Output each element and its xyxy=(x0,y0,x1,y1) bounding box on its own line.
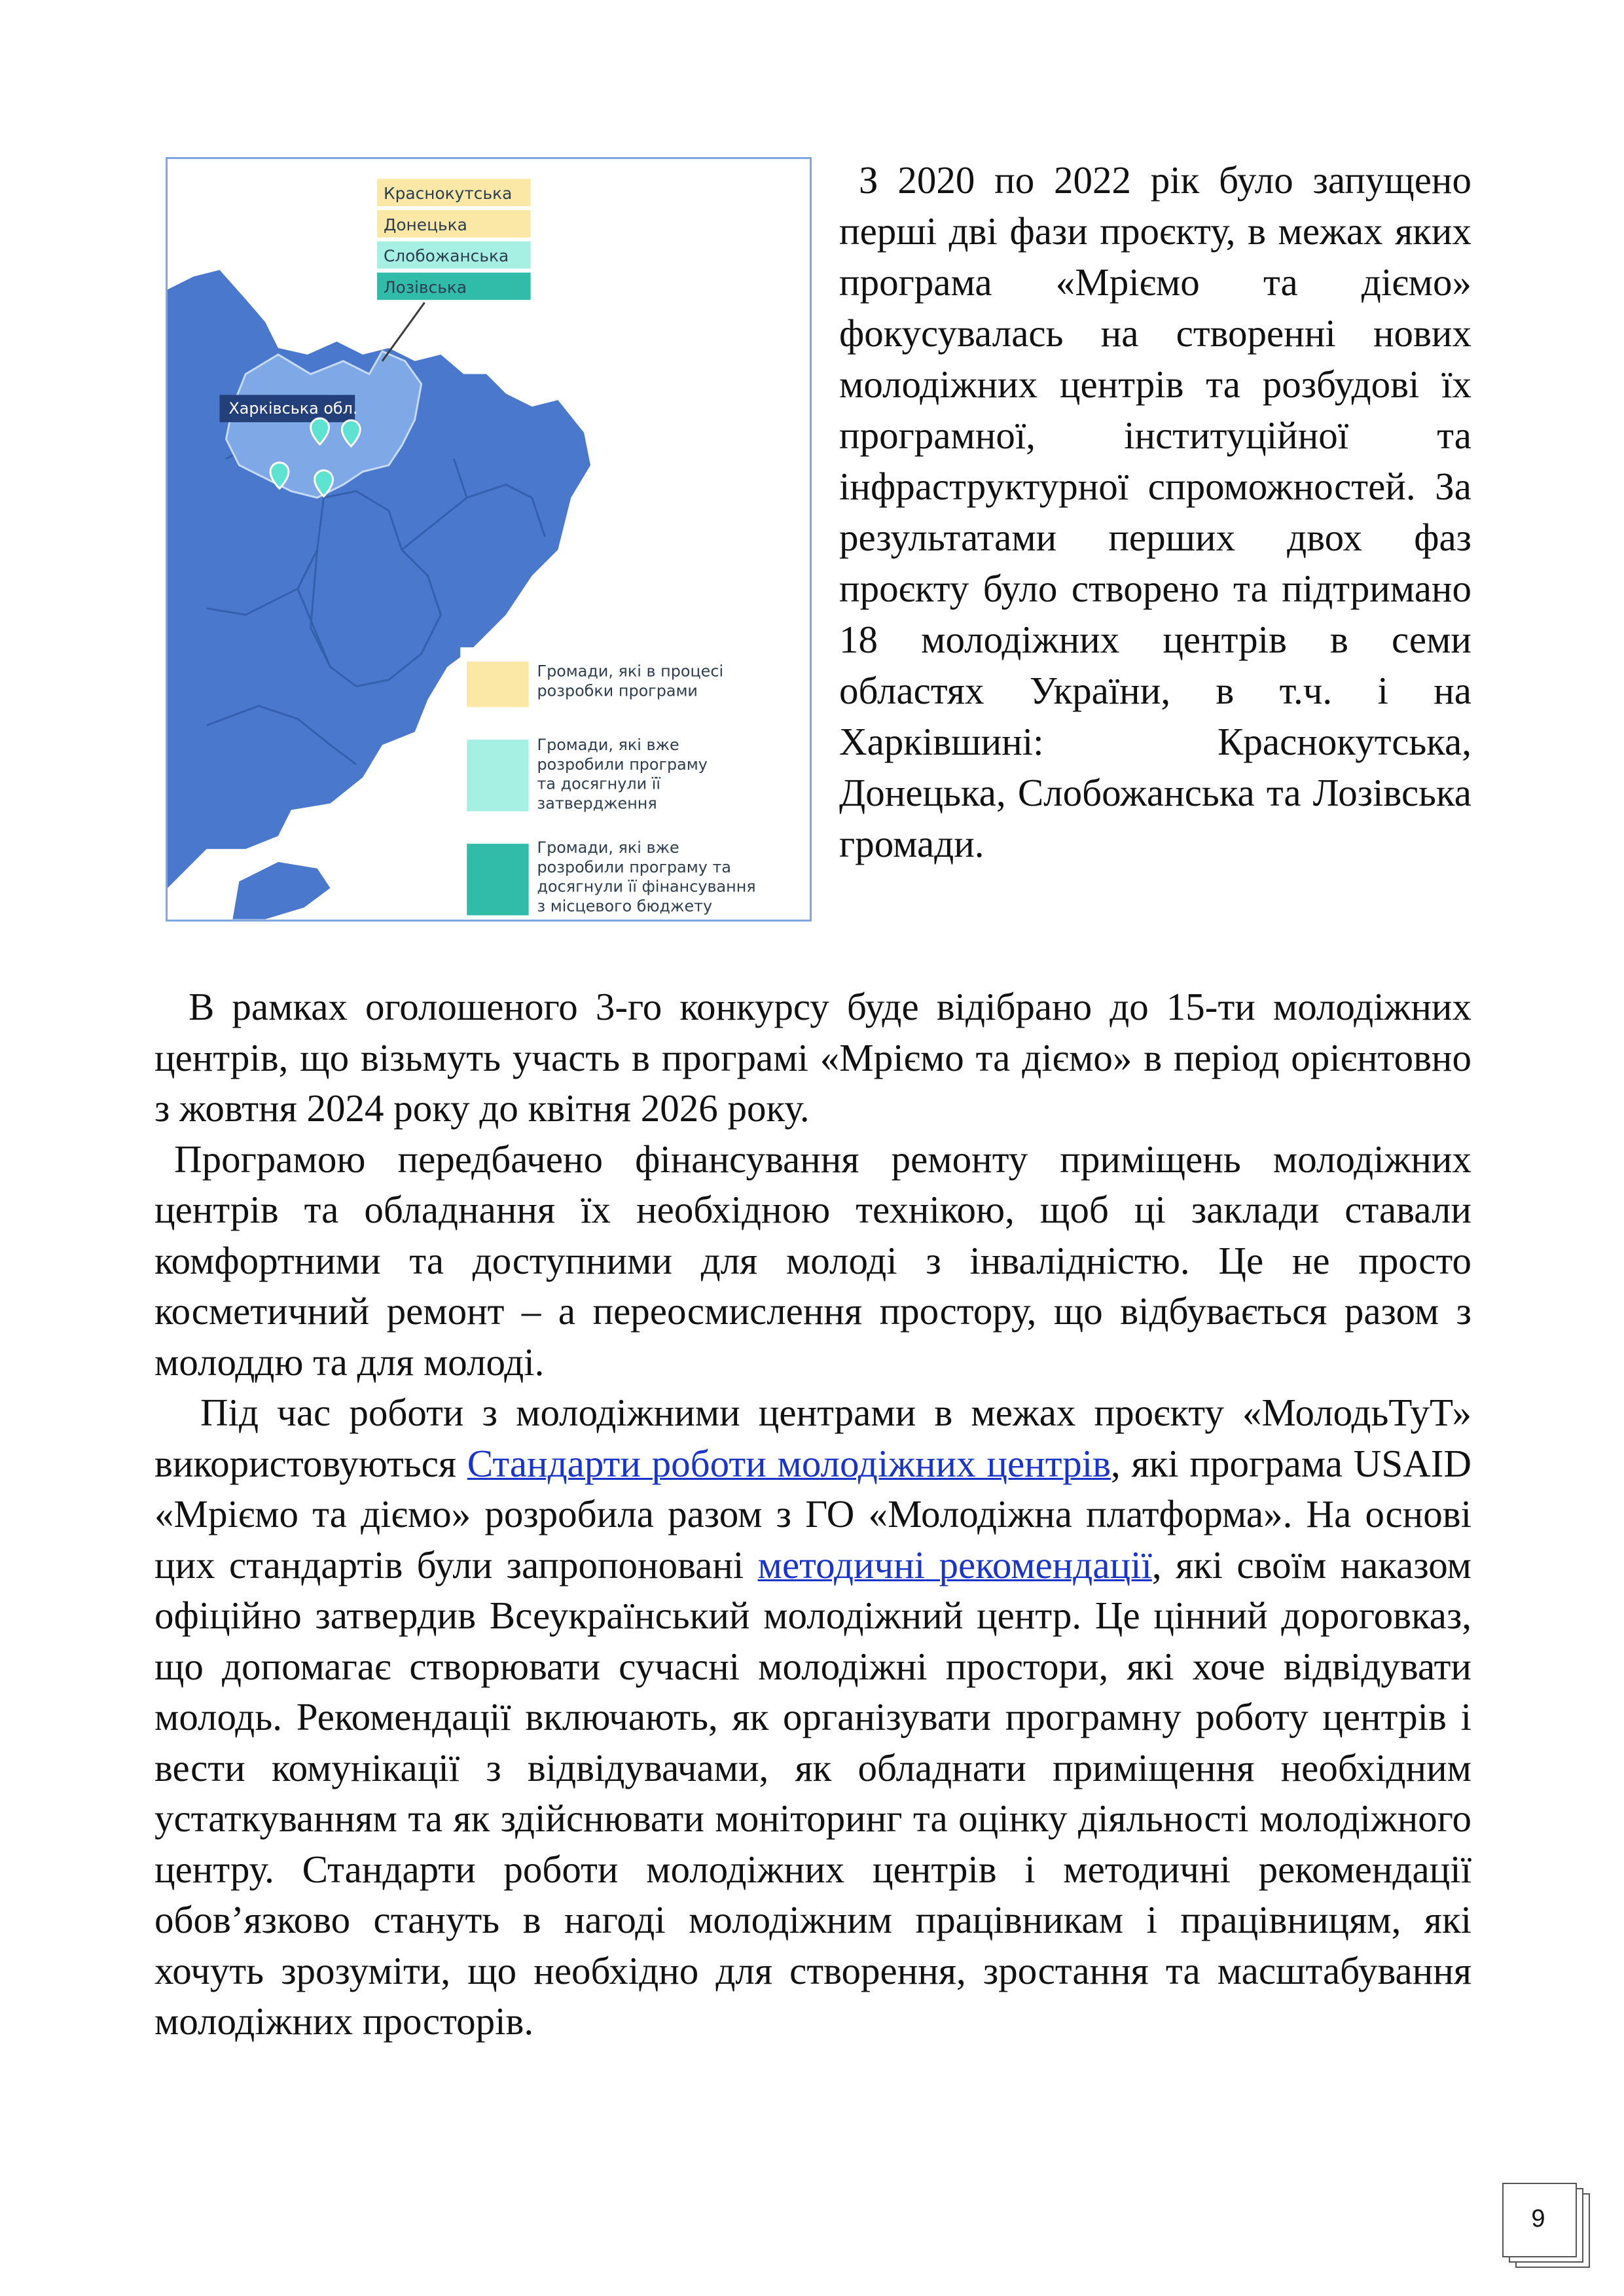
intro-column xyxy=(839,154,1471,869)
methodical-recommendations-link[interactable]: методичні рекомендації xyxy=(757,1543,1152,1587)
paragraph-funding: Програмою передбачено фінансування ремонту приміщень молодіжних центрів та обладнання їх необхідною технікою, щоб ці заклади ставали комфортними та доступними для молоді з інвалідністю. Це не просто косметичний ремонт – а переосмислення простору, що відбувається разом з молоддю та для молоді. xyxy=(154,1137,1471,1384)
legend-item-donetska: Донецька xyxy=(383,215,467,234)
paragraph-standards xyxy=(154,1388,1471,2047)
legend-status-3-line-3: досягнули її фінансування xyxy=(537,877,756,896)
legend-status-1-line-2: розробки програми xyxy=(537,681,698,700)
legend-item-lozivska: Лозівська xyxy=(383,278,467,297)
legend-status-2-line-2: розробили програму xyxy=(537,755,708,774)
map-svg xyxy=(168,159,810,920)
body-text xyxy=(154,982,1471,2047)
legend-status-3-line-2: розробили програму та xyxy=(537,857,731,876)
paragraph-standards-part-1: Під час роботи з молодіжними центрами в межах проєкту «МолодьТуТ» використовуються xyxy=(154,1391,1471,1485)
legend-item-krasnokutska: Краснокутська xyxy=(383,184,513,204)
ukraine-map-figure xyxy=(166,157,812,922)
paragraph-standards-part-3: , які своїм наказом офіційно затвердив Всеукраїнський молодіжний центр. Це цінний дороговказ, що допомагає створювати сучасні молодіжні простори, які хоче відвідувати молодь. Рекомендації включають, як організувати програмну роботу центрів і вести комунікації з відвідувачами, як обладнати приміщення необхідним устаткуванням та як здійснювати моніторинг та оцінку діяльності молодіжного центру. Стандарти роботи молодіжних центрів і методичні рекомендації обов’язково стануть в нагоді молодіжним працівникам і працівницям, які хочуть зрозуміти, що необхідно для створення, зростання та масштабування молодіжних просторів. xyxy=(154,1543,1471,2043)
legend-status-3-line-1: Громади, які вже xyxy=(537,838,679,857)
legend-bottom xyxy=(460,647,805,916)
legend-status-2-line-3: та досягнули її xyxy=(537,774,660,793)
region-label: Харківська обл. xyxy=(228,399,358,418)
legend-status-1-line-1: Громади, які в процесі xyxy=(537,662,724,681)
standards-link[interactable]: Стандарти роботи молодіжних центрів xyxy=(467,1441,1111,1485)
legend-status-2-line-4: затвердження xyxy=(537,794,657,813)
legend-status-2-line-1: Громади, які вже xyxy=(537,736,679,755)
intro-paragraph: З 2020 по 2022 рік було запущено перші дві фази проєкту, в межах яких програма «Мріємо та діємо» фокусувалась на створенні нових молодіжних центрів та розбудові їх програмної, інституційної та інфраструктурної спроможностей. За результатами перших двох фаз проєкту було створено та підтримано 18 молодіжних центрів в семи областях України, в т.ч. і на Харківшині: Краснокутська, Донецька, Слобожанська та Лозівська громади. xyxy=(839,158,1471,865)
legend-item-slobozhanska: Слобожанська xyxy=(383,246,509,266)
paragraph-standards-part-2: , які програма USAID «Мріємо та діємо» розробила разом з ГО «Молодіжна платформа». На основі цих стандартів були запропоновані xyxy=(154,1441,1472,1587)
page-number: 9 xyxy=(1531,2204,1545,2233)
legend-status-3-line-4: з місцевого бюджету xyxy=(537,897,713,916)
paragraph-contest: В рамках оголошеного 3-го конкурсу буде відібрано до 15-ти молодіжних центрів, що візьмуть участь в програмі «Мріємо та діємо» в період орієнтовно з жовтня 2024 року до квітня 2026 року. xyxy=(154,985,1471,1130)
page-number-box xyxy=(1502,2183,1594,2268)
